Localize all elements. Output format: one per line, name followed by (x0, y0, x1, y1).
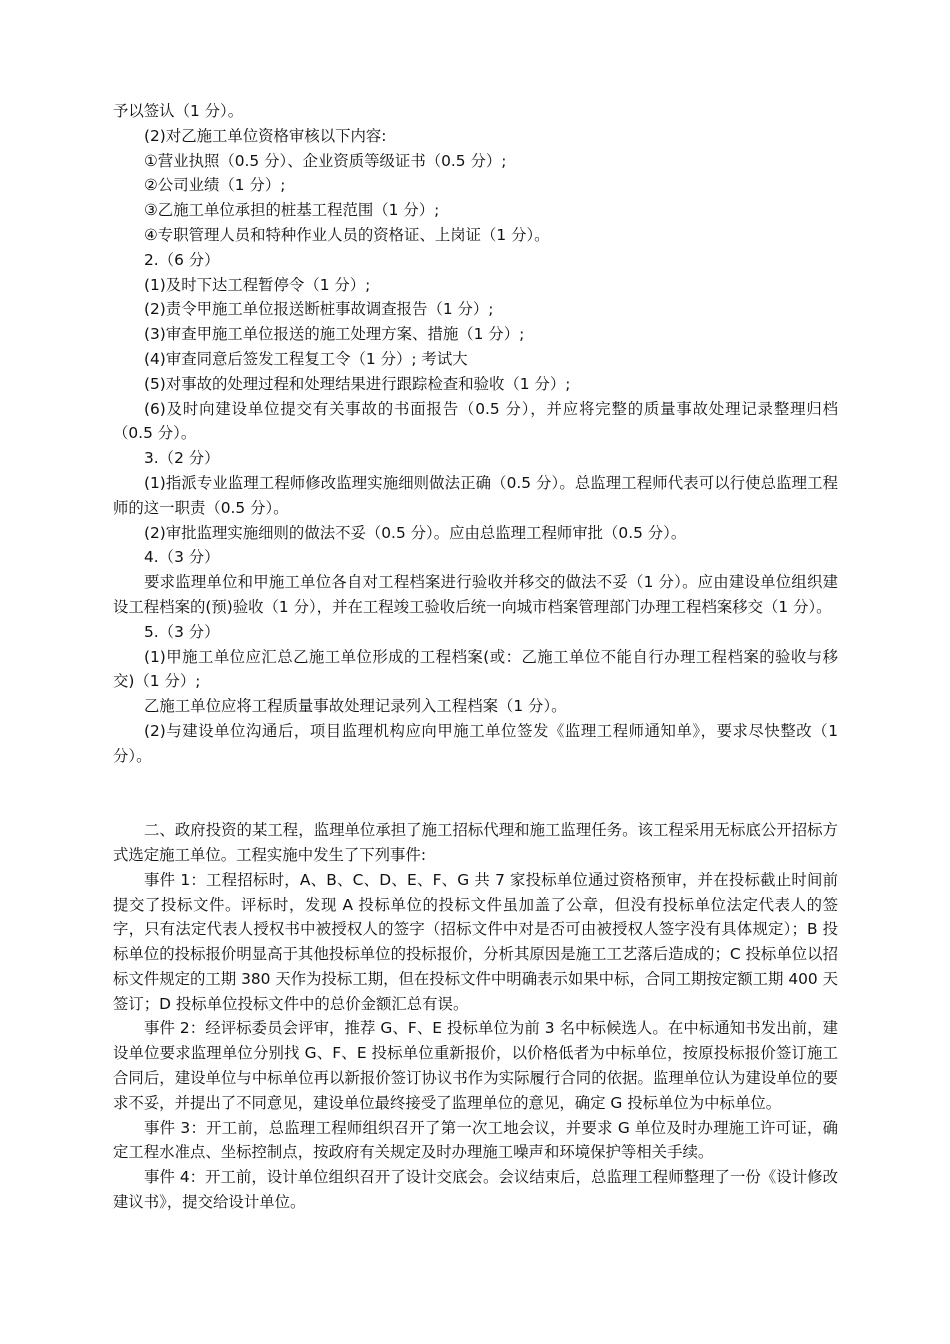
answer-line: (3)审查甲施工单位报送的施工处理方案、措施（1 分）; (144, 325, 525, 344)
answer-line: (4)审查同意后签发工程复工令（1 分）; 考试大 (144, 349, 468, 368)
event-paragraph: 事件 2：经评标委员会评审，推荐 G、F、E 投标单位为前 3 名中标候选人。在中标通知书发出前，建设单位要求监理单位分别找 G、F、E 投标单位重新报价，以价格低者为中标单位，按原投标报价签订施工合同后，建设单位与中标单位再以新报价签订协议书作为实际履行合同的依据。监理单位认为建设单位的要求不妥，并提出了不同意见，建设单位最终接受了监理单位的意见，确定 G 投标单位为中标单位。 (113, 1019, 838, 1112)
answer-line: 予以签认（1 分）。 (113, 102, 244, 120)
event-paragraph: 事件 4：开工前，设计单位组织召开了设计交底会。会议结束后，总监理工程师整理了一份《设计修改建议书》，提交给设计单位。 (113, 1168, 838, 1212)
answer-line: 乙施工单位应将工程质量事故处理记录列入工程档案（1 分）。 (144, 697, 567, 716)
answer-paragraph: (2)与建设单位沟通后，项目监理机构应向甲施工单位签发《监理工程师通知单》，要求尽快整改（1 分）。 (113, 721, 838, 765)
answer-paragraph: 要求监理单位和甲施工单位各自对工程档案进行验收并移交的做法不妥（1 分）。应由建设单位组织建设工程档案的(预)验收（1 分），并在工程竣工验收后统一向城市档案管理部门办理工程档案移交（1 分）。 (113, 573, 838, 616)
question-heading: 5.（3 分） (144, 622, 220, 641)
section-spacer (113, 769, 838, 794)
answer-paragraph: (1)指派专业监理工程师修改监理实施细则做法正确（0.5 分）。总监理工程师代表可以行使总监理工程师的这一职责（0.5 分）。 (113, 473, 838, 517)
answer-line: (2)对乙施工单位资格审核以下内容: (144, 126, 387, 145)
section-spacer (113, 793, 838, 818)
document-page (113, 99, 838, 1215)
case-intro-paragraph: 二、政府投资的某工程，监理单位承担了施工招标代理和施工监理任务。该工程采用无标底公开招标方式选定施工单位。工程实施中发生了下列事件: (113, 821, 838, 864)
answer-line: (2)审批监理实施细则的做法不妥（0.5 分）。应由总监理工程师审批（0.5 分）。 (144, 523, 687, 542)
event-paragraph: 事件 1：工程招标时，A、B、C、D、E、F、G 共 7 家投标单位通过资格预审，并在投标截止时间前提交了投标文件。评标时，发现 A 投标单位的投标文件虽加盖了公章，但没有投标单位法定代表人的签字，只有法定代表人授权书中被授权人的签字（招标文件中对是否可由被授权人签字没有具体规定）；B 投标单位的投标报价明显高于其他投标单位的投标报价，分析其原因是施工工艺落后造成的；C 投标单位以招标文件规定的工期 380 天作为投标工期，但在投标文件中明确表示如果中标，合同工期按定额工期 400 天签订；D 投标单位投标文件中的总价金额汇总有误。 (113, 870, 838, 1013)
answer-line: ④专职管理人员和特种作业人员的资格证、上岗证（1 分）。 (144, 225, 550, 244)
answer-line: (2)责令甲施工单位报送断桩事故调查报告（1 分）; (144, 300, 494, 319)
question-heading: 4.（3 分） (144, 548, 220, 567)
answer-line: ③乙施工单位承担的桩基工程范围（1 分）; (144, 201, 440, 220)
question-heading: 2.（6 分） (144, 250, 220, 269)
answer-line: ②公司业绩（1 分）; (144, 176, 286, 195)
answer-paragraph: (6)及时向建设单位提交有关事故的书面报告（0.5 分），并应将完整的质量事故处理记录整理归档（0.5 分）。 (113, 399, 838, 443)
question-heading: 3.（2 分） (144, 449, 220, 468)
answer-line: (5)对事故的处理过程和处理结果进行跟踪检查和验收（1 分）; (144, 374, 571, 393)
answer-line: ①营业执照（0.5 分）、企业资质等级证书（0.5 分）; (144, 151, 507, 170)
answer-paragraph: (1)甲施工单位应汇总乙施工单位形成的工程档案(或：乙施工单位不能自行办理工程档案的验收与移交)（1 分）; (113, 647, 838, 691)
event-paragraph: 事件 3：开工前，总监理工程师组织召开了第一次工地会议，并要求 G 单位及时办理施工许可证，确定工程水准点、坐标控制点，按政府有关规定及时办理施工噪声和环境保护等相关手续。 (113, 1118, 838, 1162)
answer-line: (1)及时下达工程暂停令（1 分）; (144, 275, 371, 294)
